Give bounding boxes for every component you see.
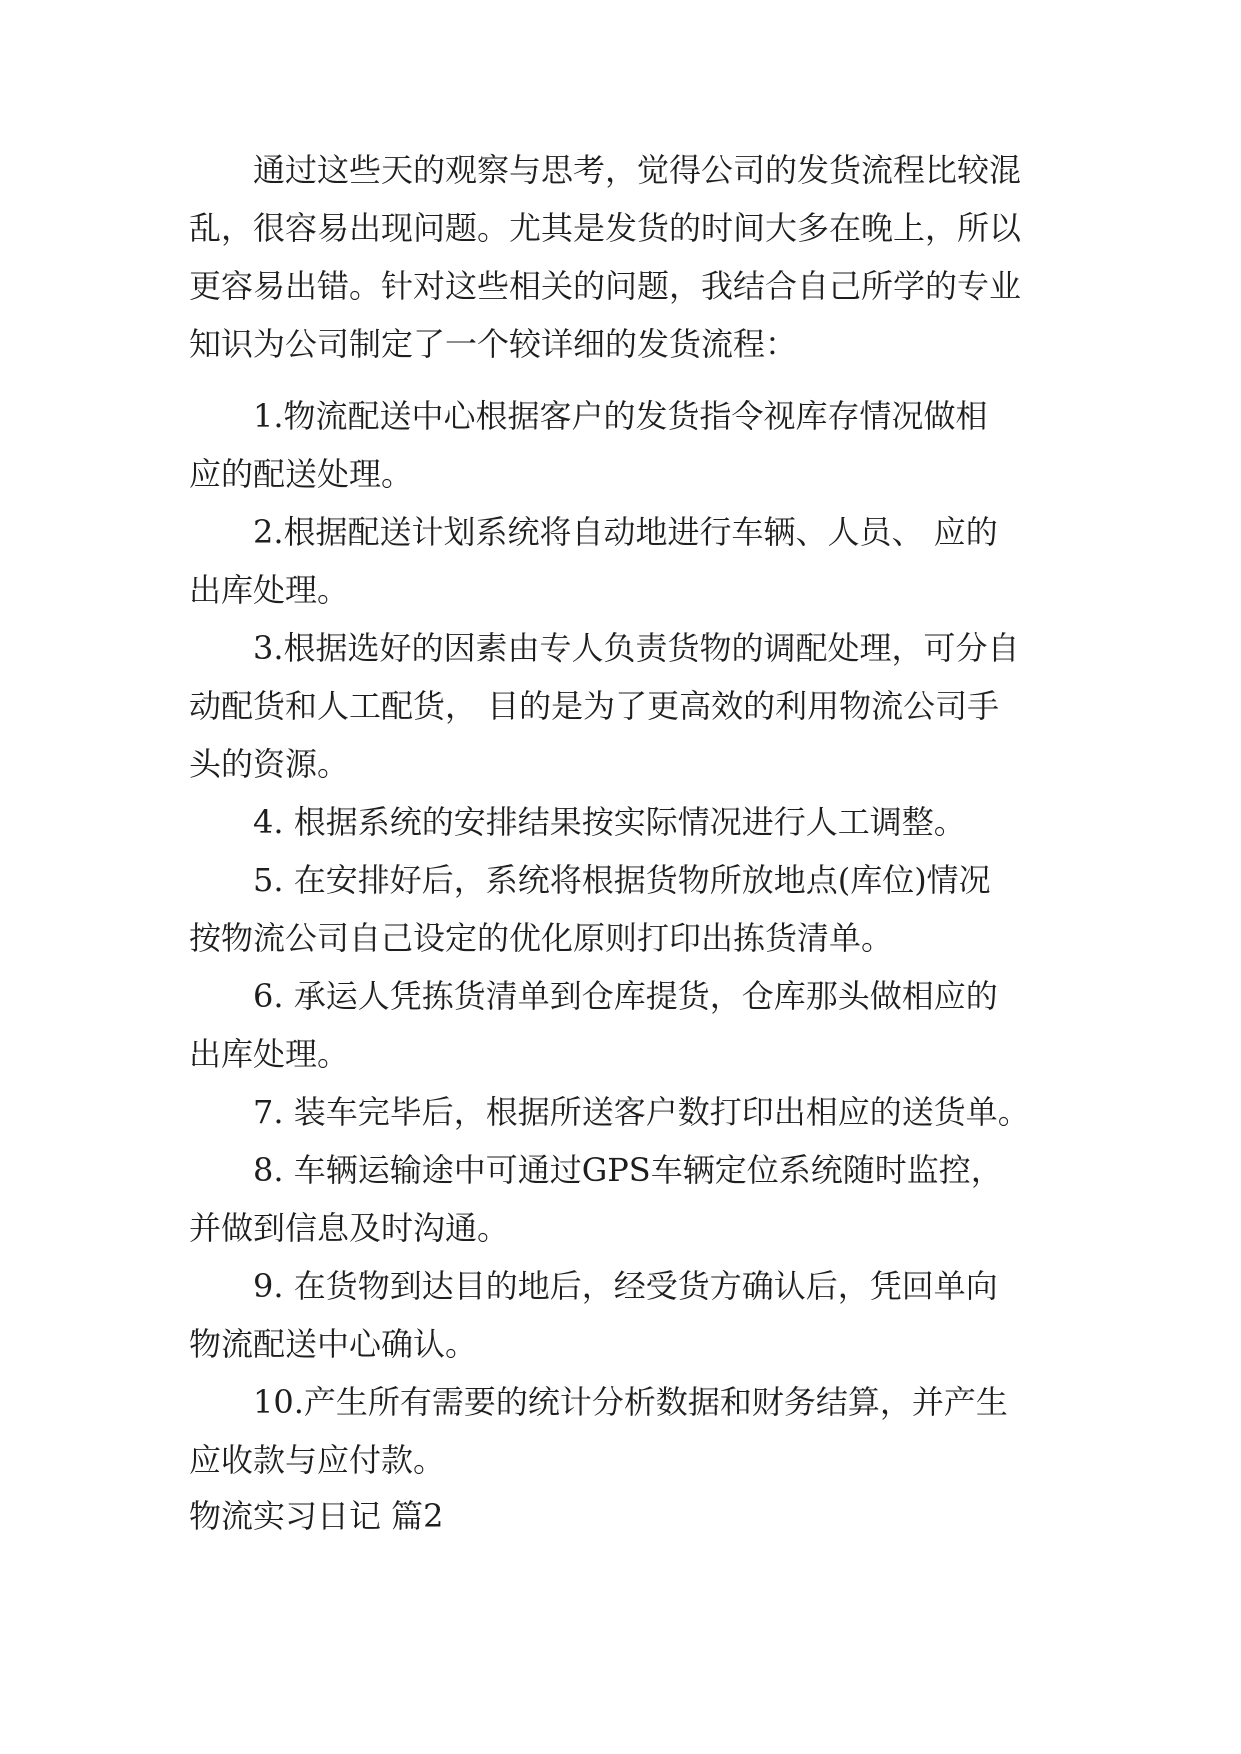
- step-2-line-1: 2.根据配送计划系统将自动地进行车辆、人员、 应的: [253, 513, 998, 551]
- step-3-line-3: 头的资源。: [189, 745, 350, 783]
- step-1-line-1: 1.物流配送中心根据客户的发货指令视库存情况做相: [253, 397, 988, 435]
- intro-line-1: 通过这些天的观察与思考，觉得公司的发货流程比较混: [253, 151, 1022, 189]
- step-4-line-1: 4. 根据系统的安排结果按实际情况进行人工调整。: [253, 803, 966, 841]
- step-3-line-1: 3.根据选好的因素由专人负责货物的调配处理，可分自: [253, 629, 1020, 667]
- step-7-line-1: 7. 装车完毕后，根据所送客户数打印出相应的送货单。: [253, 1093, 1030, 1131]
- step-8-line-2: 并做到信息及时沟通。: [189, 1209, 510, 1247]
- step-9-line-1: 9. 在货物到达目的地后，经受货方确认后，凭回单向: [253, 1267, 998, 1305]
- step-2-line-2: 出库处理。: [189, 571, 350, 609]
- intro-line-4: 知识为公司制定了一个较详细的发货流程：: [189, 325, 798, 363]
- step-5-line-1: 5. 在安排好后，系统将根据货物所放地点(库位)情况: [253, 861, 991, 899]
- step-5-line-2: 按物流公司自己设定的优化原则打印出拣货清单。: [189, 919, 894, 957]
- step-10-line-1: 10.产生所有需要的统计分析数据和财务结算，并产生: [253, 1383, 1008, 1421]
- step-8-line-1: 8. 车辆运输途中可通过GPS车辆定位系统随时监控，: [253, 1151, 1003, 1189]
- step-10-line-2: 应收款与应付款。: [189, 1441, 446, 1479]
- next-section-title: 物流实习日记 篇2: [189, 1497, 444, 1535]
- step-9-line-2: 物流配送中心确认。: [189, 1325, 478, 1363]
- step-6-line-1: 6. 承运人凭拣货清单到仓库提货，仓库那头做相应的: [253, 977, 998, 1015]
- intro-line-2: 乱，很容易出现问题。尤其是发货的时间大多在晚上，所以: [189, 209, 1022, 247]
- step-1-line-2: 应的配送处理。: [189, 455, 414, 493]
- intro-line-3: 更容易出错。针对这些相关的问题，我结合自己所学的专业: [189, 267, 1022, 305]
- step-3-line-2: 动配货和人工配货， 目的是为了更高效的利用物流公司手: [189, 687, 1000, 725]
- step-6-line-2: 出库处理。: [189, 1035, 350, 1073]
